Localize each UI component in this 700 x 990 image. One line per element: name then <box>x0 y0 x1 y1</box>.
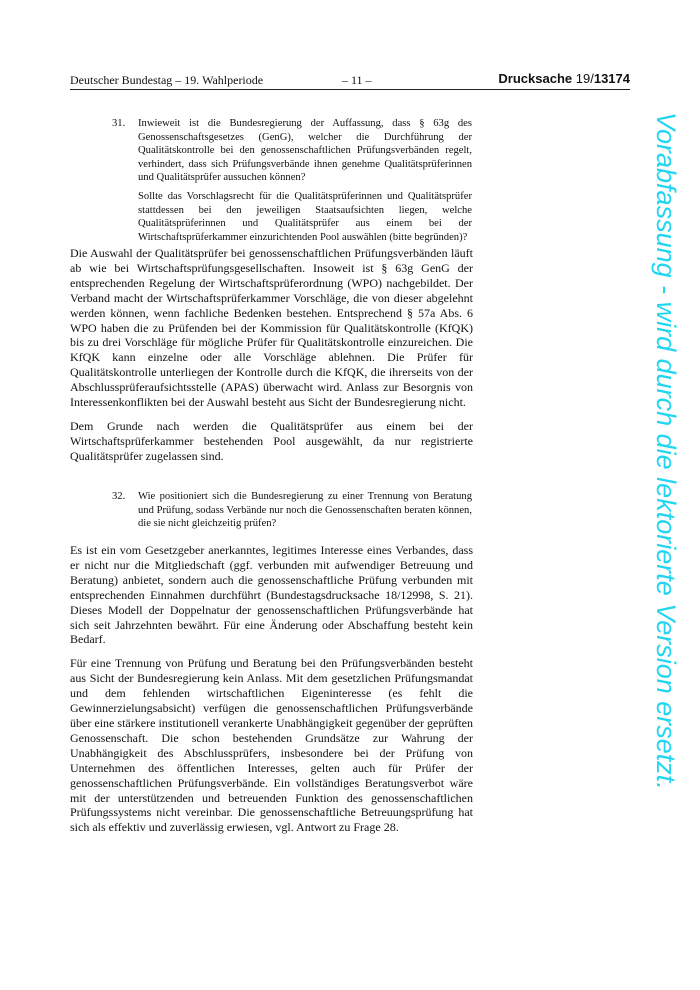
draft-watermark <box>646 112 686 882</box>
answer-paragraph: Dem Grunde nach werden die Qualitätsprüfer aus einem bei der Wirtschaftsprüferkammer bestehenden Pool ausgewählt, da nur registrierte Qualitätsprüfer zugelassen sind. <box>70 418 473 463</box>
header-page-number: – 11 – <box>342 73 372 87</box>
question-text <box>138 117 472 244</box>
watermark-text: Vorabfassung - wird durch die lektorierte Version ersetzt. <box>651 112 681 790</box>
header-divider <box>70 89 630 90</box>
answer-paragraph: Für eine Trennung von Prüfung und Beratung bei den Prüfungsverbänden besteht aus Sicht der Bundesregierung kein Anlass. Mit dem gesetzlichen Prüfungsmandat und dem fehlenden wirtschaftlichen Eigeninteresse (es fehlt die Gewinnerzielungsabsicht) verfügen die genossenschaftlichen Prüfungsverbände über eine stärkere institutionell verankerte Unabhängigkeit gegenüber der geprüften Genossenschaft. Die schon bestehenden Grundsätze zur Wahrung der Unabhängigkeit des Abschlussprüfers, insbesondere bei der Prüfung von Unternehmen des öffentlichen Interesses, gelten auch für Prüfer der genossenschaftlichen Prüfungsverbände. Ein vollständiges Beratungsverbot wäre mit der unterstützenden und betreuenden Funktion des genossenschaftlichen Prüfungssystems nicht vereinbar. Die genossenschaftliche Betreuungsprüfung hat sich als effektiv und zuverlässig erwiesen, vgl. Antwort zu Frage 28. <box>70 656 473 835</box>
question-followup: Sollte das Vorschlagsrecht für die Qualitätsprüferinnen und Qualitätsprüfer stattdessen bei den jeweiligen Staatsaufsichten liegen, welche Qualitätsprüferinnen und Qualitätsprüfer aus einem bei der Wirtschaftsprüferkammer einzurichtenden Pool auswählen (bitte begründen)? <box>138 190 472 243</box>
answer-paragraph: Die Auswahl der Qualitätsprüfer bei genossenschaftlichen Prüfungsverbänden läuft ab wie bei Wirtschaftsprüfungsgesellschaften. Insoweit ist § 63g GenG der entsprechenden Regelung der Wirtschaftsprüferordnung (WPO) nachgebildet. Der Verband macht der Wirtschaftsprüferkammer Vorschläge, die von dieser abgelehnt werden können, wenn fachliche Bedenken bestehen. Entsprechend § 57a Abs. 6 WPO haben die zu Prüfenden bei der Kommission für Qualitätskontrolle (KfQK) bis zu drei Vorschläge für mögliche Prüfer für Qualitätskontrolle einzureichen. Die KfQK kann einzelne oder alle Vorschläge ablehnen. Die Prüfer für Qualitätskontrolle unterliegen der Kontrolle durch die KfQK, die ihrerseits von der Abschlussprüferaufsichtsstelle (APAS) überwacht wird. Anlass zur Besorgnis von Interessenkonflikten bei der Auswahl besteht aus Sicht der Bundesregierung nicht. <box>70 246 473 410</box>
question-text <box>138 490 472 531</box>
header-document-number <box>498 71 630 87</box>
question-32 <box>112 490 472 536</box>
page-header <box>70 72 630 88</box>
header-parliament: Deutscher Bundestag – 19. Wahlperiode <box>70 73 264 87</box>
answer-31 <box>70 246 473 473</box>
doc-number-main: 13174 <box>593 71 630 86</box>
question-31 <box>112 117 472 249</box>
question-paragraph: Inwieweit ist die Bundesregierung der Auffassung, dass § 63g des Genossenschaftsgesetzes (GenG), welcher die Durchführung der Qualitätskontrolle bei den genossenschaftlichen Prüfungsverbänden regelt, verhindert, dass sich Prüfungsverbände ihnen genehme Qualitätsprüferinnen und Qualitätsprüfer aussuchen können? <box>138 118 472 184</box>
question-number: 31. <box>112 118 126 129</box>
answer-paragraph: Es ist ein vom Gesetzgeber anerkanntes, legitimes Interesse eines Verbandes, dass er nicht nur die Mitgliedschaft (ggf. verbunden mit aufwendiger Betreuung und Beratung) anbietet, sondern auch die genossenschaftliche Prüfung verbunden mit entsprechenden Einnahmen durchführt (Bundestagsdrucksache 18/12998, S. 21). Dieses Modell der Doppelnatur der genossenschaftlichen Prüfungsverbände hat sich seit Jahrzehnten bewährt. Für eine Änderung oder Abschaffung besteht kein Bedarf. <box>70 543 473 647</box>
question-paragraph: Wie positioniert sich die Bundesregierung zu einer Trennung von Beratung und Prüfung, sodass Verbände nur noch die Genossenschaften beraten können, die sie nicht gleichzeitig prüfen? <box>138 491 472 530</box>
question-number: 32. <box>112 491 126 502</box>
doc-number-prefix: 19/ <box>575 71 594 86</box>
answer-32 <box>70 543 473 844</box>
doc-label: Drucksache <box>498 71 573 86</box>
